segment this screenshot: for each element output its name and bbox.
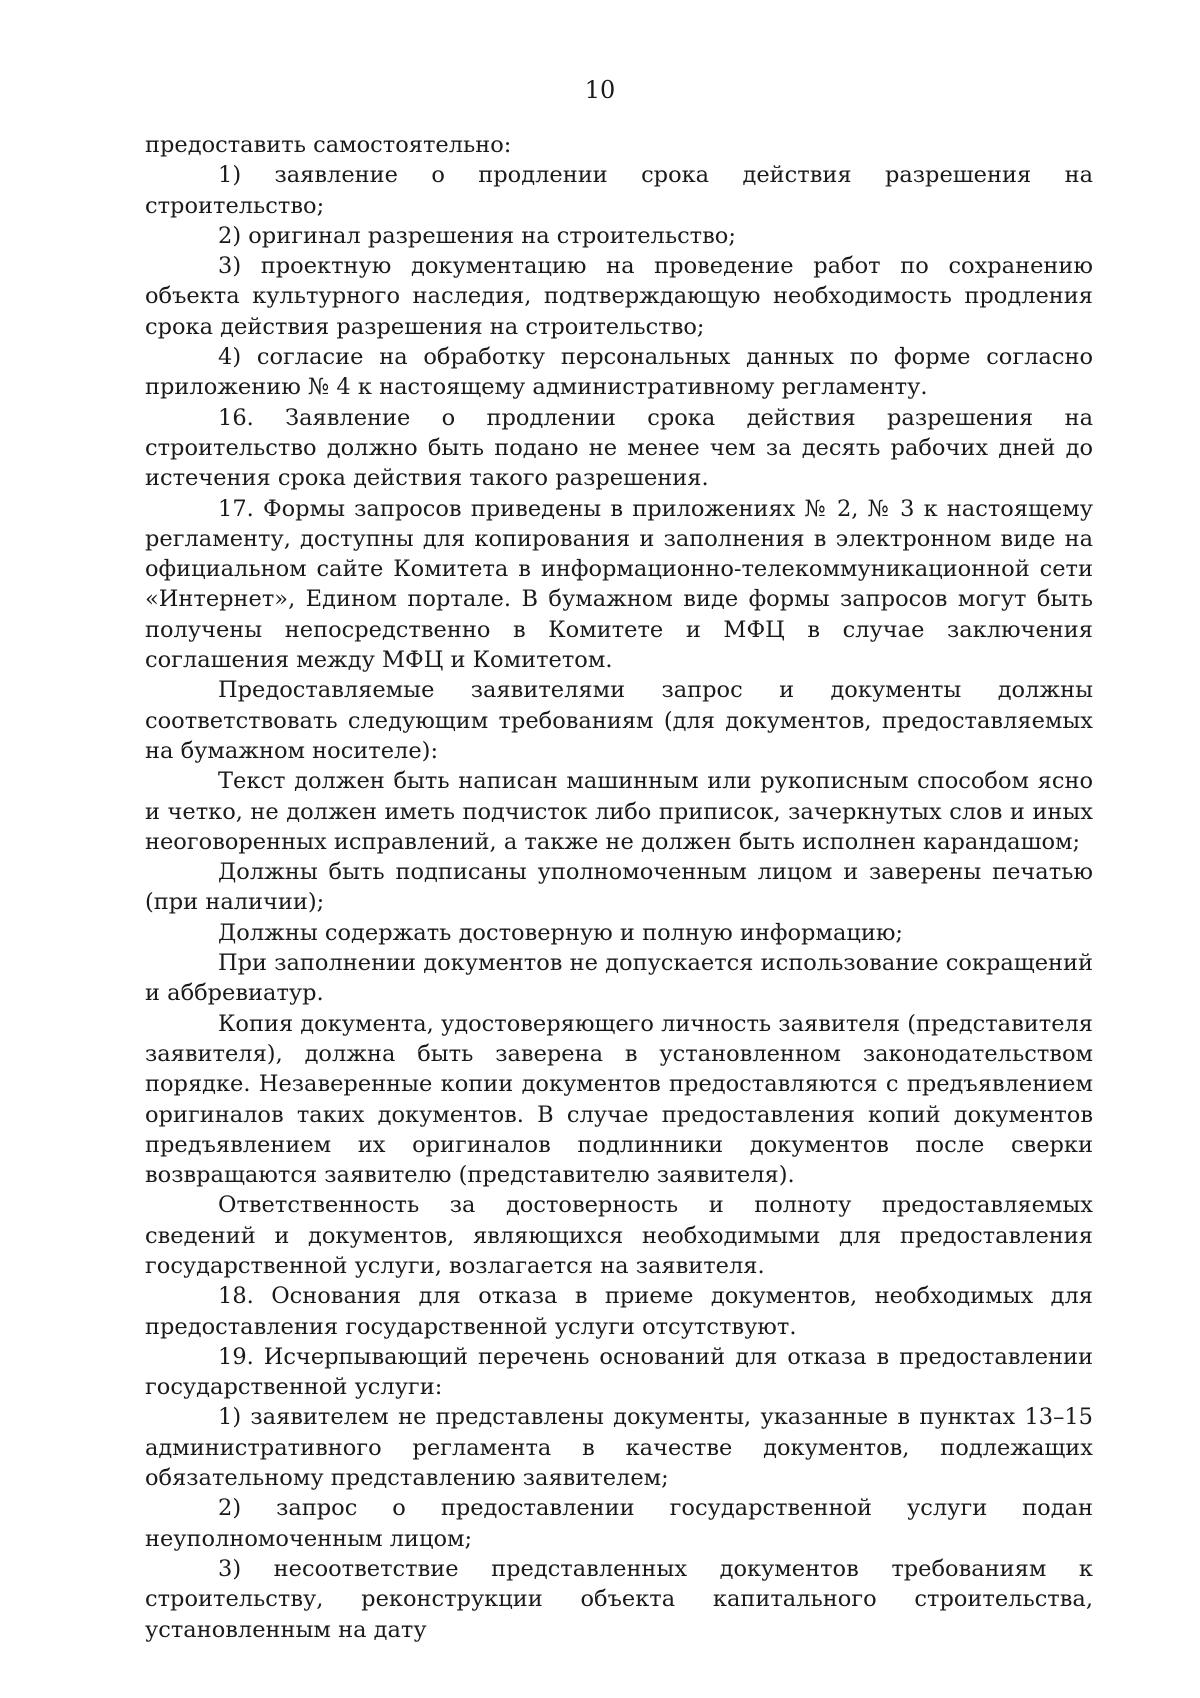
list-item: 1) заявление о продлении срока действия разрешения на строительство; xyxy=(145,162,1093,219)
paragraph: Предоставляемые заявителями запрос и документы должны соответствовать следующим требованиям (для документов, предоставляемых на бумажном носителе): xyxy=(145,677,1093,764)
paragraph: При заполнении документов не допускается использование сокращений и аббревиатур. xyxy=(145,950,1093,1007)
list-item: 2) оригинал разрешения на строительство; xyxy=(218,222,736,249)
clause-17: 17. Формы запросов приведены в приложениях № 2, № 3 к настоящему регламенту, доступны для копирования и заполнения в электронном виде на официальном сайте Комитета в информационно-телекоммуникационной сети «Интернет», Едином портале. В бумажном виде формы запросов могут быть получены непосредственно в Комитете и МФЦ в случае заключения соглашения между МФЦ и Комитетом. xyxy=(145,495,1093,674)
paragraph: Должны содержать достоверную и полную информацию; xyxy=(218,919,903,946)
list-item: 1) заявителем не представлены документы, указанные в пунктах 13–15 административного регламента в качестве документов, подлежащих обязательному представлению заявителем; xyxy=(145,1404,1093,1492)
paragraph: Текст должен быть написан машинным или рукописным способом ясно и четко, не должен иметь подчисток либо приписок, зачеркнутых слов и иных неоговоренных исправлений, а также не должен быть исполнен карандашом; xyxy=(145,768,1093,855)
clause-16: 16. Заявление о продлении срока действия разрешения на строительство должно быть подано не менее чем за десять рабочих дней до истечения срока действия такого разрешения. xyxy=(145,404,1093,492)
list-item: 3) несоответствие представленных документов требованиям к строительству, реконструкции объекта капитального строительства, установленным на дату xyxy=(145,1555,1093,1643)
paragraph: предоставить самостоятельно: xyxy=(145,132,512,158)
clause-18: 18. Основания для отказа в приеме документов, необходимых для предоставления государственной услуги отсутствуют. xyxy=(145,1283,1093,1340)
list-item: 2) запрос о предоставлении государственной услуги подан неуполномоченным лицом; xyxy=(145,1495,1093,1552)
paragraph: Должны быть подписаны уполномоченным лицом и заверены печатью (при наличии); xyxy=(145,859,1093,916)
page-number: 10 xyxy=(584,76,616,104)
list-item: 3) проектную документацию на проведение работ по сохранению объекта культурного наследия, подтверждающую необходимость продления срока действия разрешения на строительство; xyxy=(145,253,1093,340)
list-item: 4) согласие на обработку персональных данных по форме согласно приложению № 4 к настоящему административному регламенту. xyxy=(145,344,1093,401)
paragraph: Ответственность за достоверность и полноту предоставляемых сведений и документов, являющихся необходимыми для предоставления государственной услуги, возлагается на заявителя. xyxy=(145,1192,1093,1279)
clause-19: 19. Исчерпывающий перечень оснований для отказа в предоставлении государственной услуги: xyxy=(145,1343,1093,1401)
document-body xyxy=(145,130,1093,1645)
paragraph: Копия документа, удостоверяющего личность заявителя (представителя заявителя), должна быть заверена в установленном законодательством порядке. Незаверенные копии документов предоставляются с предъявлением оригиналов таких документов. В случае предоставления копий документов предъявлением их оригиналов подлинники документов после сверки возвращаются заявителю (представителю заявителя). xyxy=(145,1010,1093,1189)
